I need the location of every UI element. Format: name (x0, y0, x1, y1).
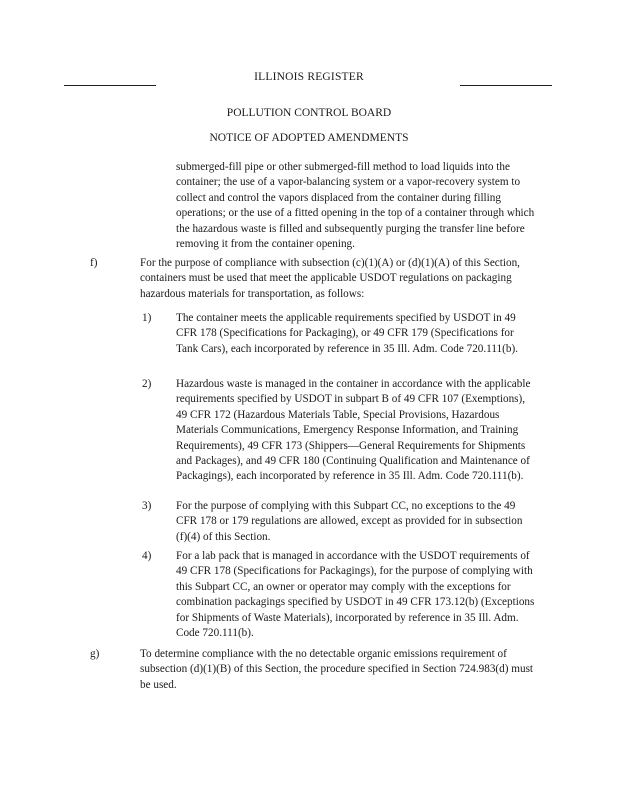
register-title: ILLINOIS REGISTER (254, 71, 364, 83)
item-2-text: Hazardous waste is managed in the container in accordance with the applicable requirements specified by USDOT in subpart B of 49 CFR 107 (Exemptions), 49 CFR 172 (Hazardous Materials Table, Special Provisions, Hazardous Materials Communications, Emergency Response Information, and Training Requirements), 49 CFR 173 (Shippers—General Requirements for Shipments and Packages), and 49 CFR 180 (Continuing Qualification and Maintenance of Packagings), each incorporated by reference in 35 Ill. Adm. Code 720.111(b). (176, 378, 531, 483)
item-4-label: 4) (142, 550, 152, 562)
item-1-text: The container meets the applicable requirements specified by USDOT in 49 CFR 178 (Specifications for Packaging), or 49 CFR 179 (Specifications for Tank Cars), each incorporated by reference in 35 Ill. Adm. Code 720.111(b). (176, 312, 518, 355)
item-2-label: 2) (142, 378, 152, 390)
item-1-label: 1) (142, 312, 152, 324)
header-rule-left (64, 85, 156, 86)
item-3-label: 3) (142, 500, 152, 512)
notice-title: NOTICE OF ADOPTED AMENDMENTS (209, 132, 409, 144)
continuation-paragraph: submerged-fill pipe or other submerged-fill method to load liquids into the container; the use of a vapor-balancing system or a vapor-recovery system to collect and control the vapors displaced from the container during filling operations; or the use of a fitted opening in the top of a container through which the hazardous waste is filled and subsequently purging the transfer line before removing it from the container opening. (176, 161, 535, 251)
subsection-g-text: To determine compliance with the no detectable organic emissions requirement of subsection (d)(1)(B) of this Section, the procedure specified in Section 724.983(d) must be used. (140, 648, 534, 691)
board-title: POLLUTION CONTROL BOARD (226, 107, 392, 119)
item-4-text: For a lab pack that is managed in accordance with the USDOT requirements of 49 CFR 178 (Specifications for Packagings), for the purpose of complying with this Subpart CC, an owner or operator may comply with the exceptions for combination packagings specified by USDOT in 49 CFR 173.12(b) (Exceptions for Shipments of Waste Materials), incorporated by reference in 35 Ill. Adm. Code 720.111(b). (176, 550, 535, 640)
subsection-f-label: f) (90, 257, 98, 269)
item-3-text: For the purpose of complying with this Subpart CC, no exceptions to the 49 CFR 178 or 179 regulations are allowed, except as provided for in subsection (f)(4) of this Section. (176, 500, 523, 543)
header-rule-right (460, 85, 552, 86)
subsection-g-label: g) (90, 648, 100, 660)
subsection-f-text: For the purpose of compliance with subsection (c)(1)(A) or (d)(1)(A) of this Section, containers must be used that meet the applicable USDOT regulations on packaging hazardous materials for transportation, as follows: (140, 257, 520, 300)
